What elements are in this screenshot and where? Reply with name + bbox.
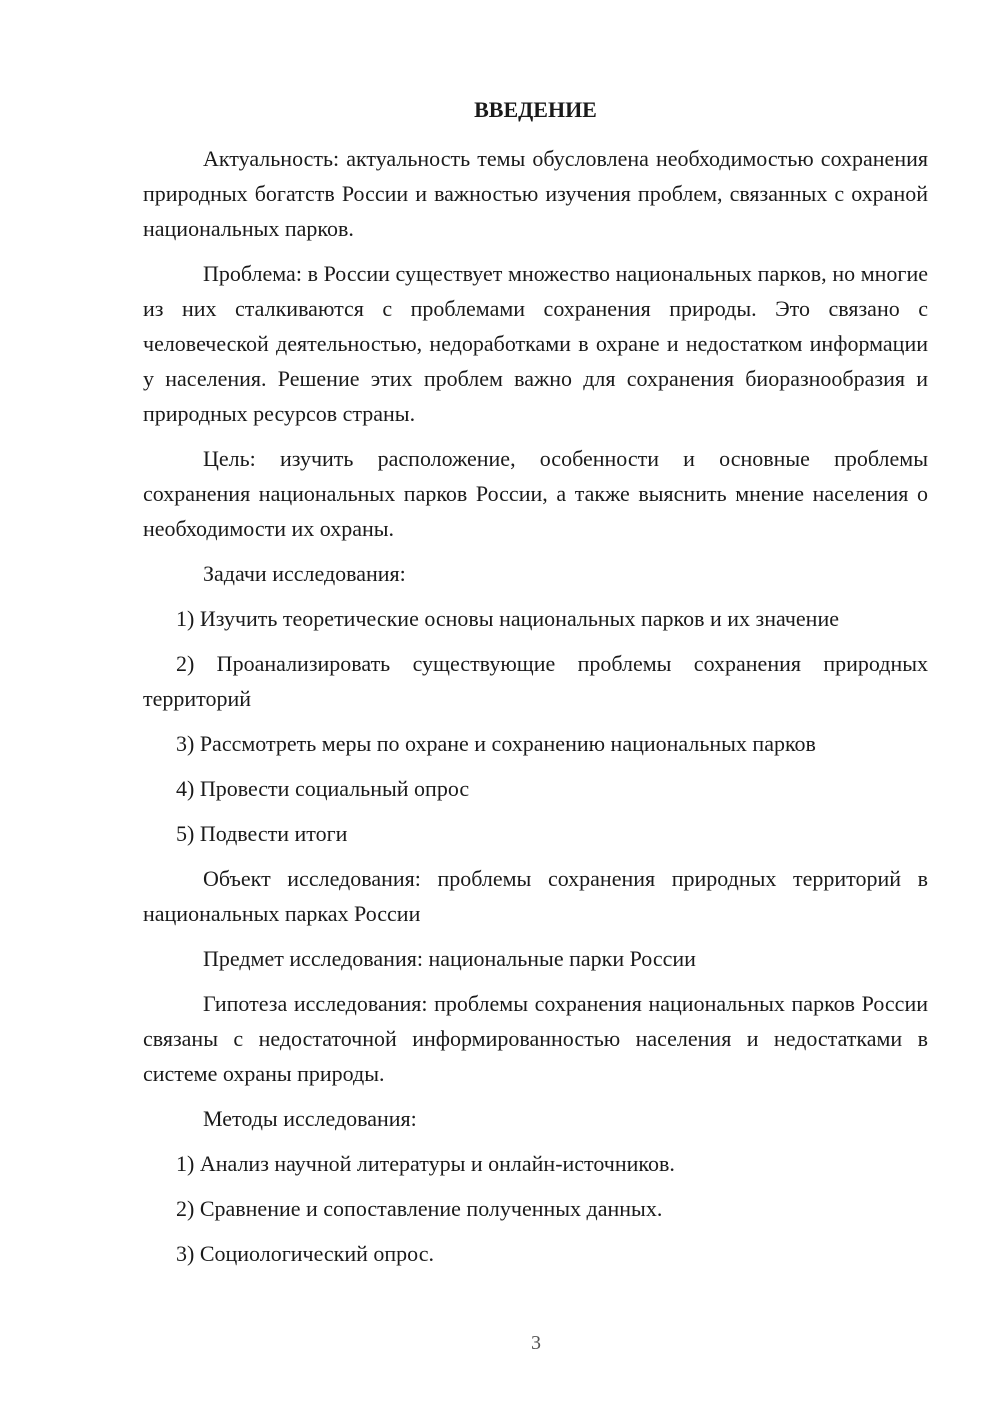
methods-heading: Методы исследования: bbox=[203, 1106, 417, 1131]
paragraph-relevance: Актуальность: актуальность темы обусловлена необходимостью сохранения природных богатств России и важностью изучения проблем, связанных с охраной национальных парков. bbox=[143, 146, 928, 241]
paragraph-hypothesis: Гипотеза исследования: проблемы сохранения национальных парков России связаны с недостаточной информированностью населения и недостатками в системе охраны природы. bbox=[143, 991, 928, 1086]
paragraph-problem: Проблема: в России существует множество национальных парков, но многие из них сталкиваются с проблемами сохранения природы. Это связано с человеческой деятельностью, недоработками в охране и недостатком информации у населения. Решение этих проблем важно для сохранения биоразнообразия и природных ресурсов страны. bbox=[143, 261, 928, 426]
task-item-2: 2) Проанализировать существующие проблемы сохранения природных территорий bbox=[143, 651, 928, 711]
method-item-3: 3) Социологический опрос. bbox=[176, 1241, 434, 1266]
method-item-1: 1) Анализ научной литературы и онлайн-источников. bbox=[176, 1151, 675, 1176]
paragraph-subject: Предмет исследования: национальные парки России bbox=[203, 946, 696, 971]
tasks-heading: Задачи исследования: bbox=[203, 561, 406, 586]
method-item-2: 2) Сравнение и сопоставление полученных данных. bbox=[176, 1196, 663, 1221]
page-number: 3 bbox=[531, 1332, 541, 1354]
task-item-1: 1) Изучить теоретические основы национальных парков и их значение bbox=[176, 606, 839, 631]
page-title: ВВЕДЕНИЕ bbox=[474, 97, 597, 122]
document-body bbox=[143, 92, 928, 1271]
paragraph-goal: Цель: изучить расположение, особенности и основные проблемы сохранения национальных парков России, а также выяснить мнение населения о необходимости их охраны. bbox=[143, 446, 928, 541]
paragraph-object: Объект исследования: проблемы сохранения природных территорий в национальных парках России bbox=[143, 866, 928, 926]
task-item-5: 5) Подвести итоги bbox=[176, 821, 348, 846]
task-item-4: 4) Провести социальный опрос bbox=[176, 776, 470, 801]
task-item-3: 3) Рассмотреть меры по охране и сохранению национальных парков bbox=[176, 731, 816, 756]
